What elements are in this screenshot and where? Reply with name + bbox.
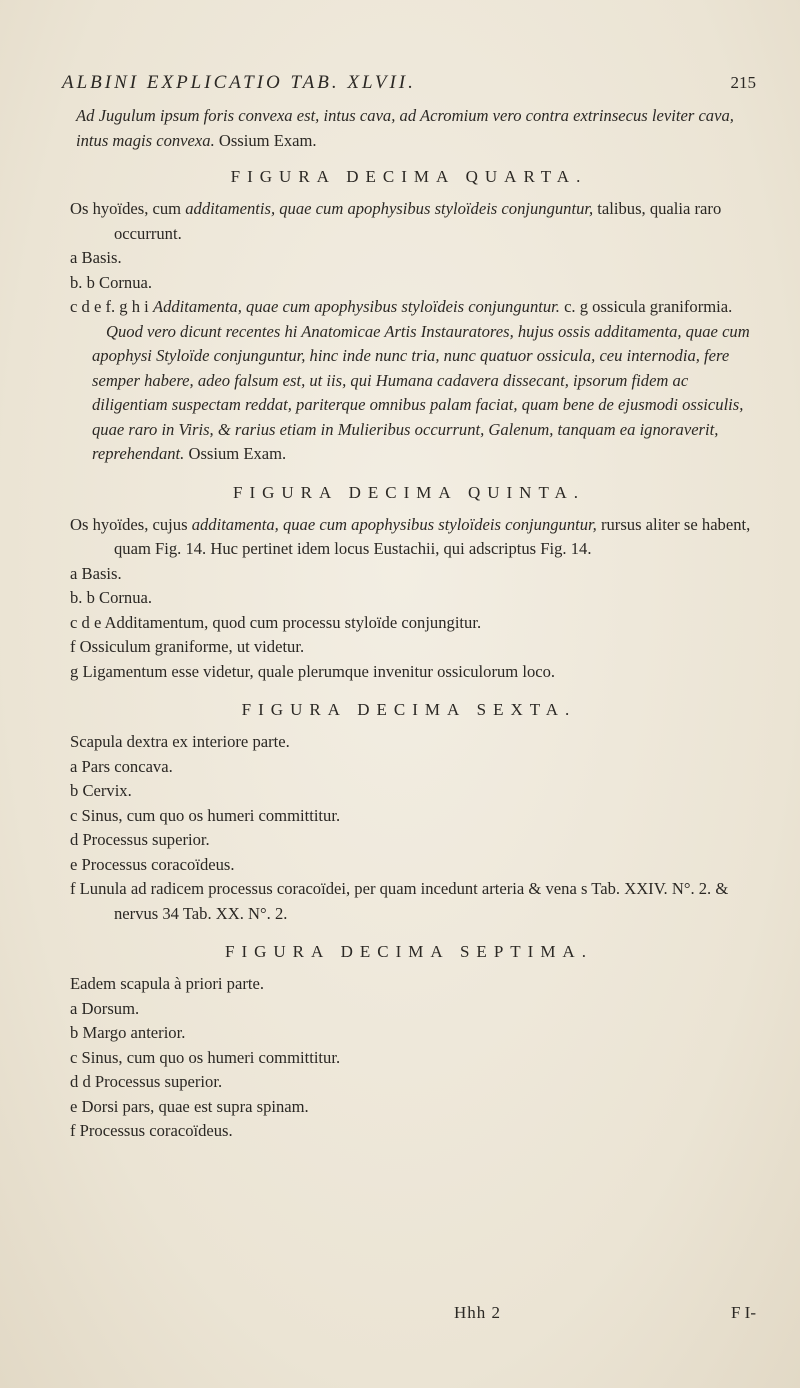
intro-italic-text: Ad Jugulum ipsum foris convexa est, intus cava, ad Acromium vero contra extrinsecus leviter cava, intus magis convexa. xyxy=(76,106,734,150)
page-number: 215 xyxy=(730,73,756,92)
figure-17-entry-5: d d Processus superior. xyxy=(70,1072,223,1091)
figure-16-entry-3: b Cervix. xyxy=(70,781,132,800)
figure-15-heading: FIGURA DECIMA QUINTA. xyxy=(232,482,585,502)
entry-text: Os hyoïdes, cujus xyxy=(70,514,192,534)
entry-italic-text: additamenta, quae cum apophysibus styloïdeis conjunguntur, xyxy=(191,514,597,534)
figure-16-entry-2: a Pars concava. xyxy=(70,756,173,776)
entry-italic-text: additamentis, quae cum apophysibus styloïdeis conjunguntur, xyxy=(185,199,594,218)
figure-14-heading: FIGURA DECIMA QUARTA. xyxy=(230,167,588,186)
figure-17-entry-1: Eadem scapula à priori parte. xyxy=(70,974,264,993)
running-head xyxy=(62,72,756,94)
section-figure-17 xyxy=(62,942,756,1144)
intro-paragraph xyxy=(62,104,756,153)
section-figure-15 xyxy=(62,483,756,685)
figure-14-entry-2: a Basis. xyxy=(70,248,122,267)
figure-17-entry-3: b Margo anterior. xyxy=(70,1023,186,1042)
entry-text-tail: talibus, qualia raro occurrunt. xyxy=(114,199,722,243)
figure-17-entry-2: a Dorsum. xyxy=(70,998,140,1018)
entry-text: Os hyoïdes, cum xyxy=(70,199,186,218)
running-head-title: ALBINI EXPLICATIO TAB. XLVII. xyxy=(62,72,416,93)
figure-14-entry-1 xyxy=(62,197,756,246)
section-figure-16 xyxy=(62,700,756,926)
figure-15-entry-1 xyxy=(62,513,756,562)
figure-16-entry-7: f Lunula ad radicem processus coracoïdei, per quam incedunt arteria & vena s Tab. XXIV. N°. 2. & nervus 34 Tab. XX. N°. 2. xyxy=(70,879,729,923)
figure-16-heading: FIGURA DECIMA SEXTA. xyxy=(241,700,577,719)
signature-mark: Hhh 2 xyxy=(454,1303,502,1322)
section-figure-14 xyxy=(62,167,756,467)
entry-text-tail: rursus aliter se habent, quam Fig. 14. Huc pertinet idem locus Eustachii, qui adscriptus Fig. 14. xyxy=(114,514,751,558)
entry-text-tail: c. g ossicula graniformia. xyxy=(559,297,733,316)
figure-16-entry-5: d Processus superior. xyxy=(70,830,210,849)
figure-15-entry-3: b. b Cornua. xyxy=(70,588,153,607)
figure-16-entry-1: Scapula dextra ex interiore parte. xyxy=(70,732,290,751)
figure-15-entry-5: f Ossiculum graniforme, ut videtur. xyxy=(70,637,305,656)
figure-14-entry-4 xyxy=(62,295,756,320)
page-footer xyxy=(62,1303,756,1323)
entry-italic-text: Additamenta, quae cum apophysibus styloïdeis conjunguntur. xyxy=(152,297,560,316)
figure-15-entry-6: g Ligamentum esse videtur, quale plerumque invenitur ossiculorum loco. xyxy=(70,661,556,681)
figure-16-entry-6: e Processus coracoïdeus. xyxy=(70,854,235,874)
commentary-italic-text: Quod vero dicunt recentes hi Anatomicae Artis Instauratores, hujus ossis additamenta, quae cum apophysi Styloïde conjunguntur, hinc inde nunc tria, nunc quatuor ossicula, ceu internodia, fere semper habere, adeo falsum est, ut iis, qui Humana cadavera dissecant, ipsorum fidem ac diligentiam suspectam reddat, pariterque omnibus palam faciat, quam bene de ejusmodi ossiculis, quae raro in Viris, & rarius etiam in Mulieribus occurrunt, Galenum, tanquam ea ignoraverit, reprehendant. xyxy=(92,321,750,463)
figure-15-entry-4: c d e Additamentum, quod cum processu styloïde conjungitur. xyxy=(70,612,482,632)
figure-17-heading: FIGURA DECIMA SEPTIMA. xyxy=(225,942,593,961)
figure-17-entry-4: c Sinus, cum quo os humeri committitur. xyxy=(70,1047,341,1067)
figure-14-entry-3: b. b Cornua. xyxy=(70,272,153,292)
figure-15-entry-2: a Basis. xyxy=(70,563,122,583)
figure-17-entry-6: e Dorsi pars, quae est supra spinam. xyxy=(70,1096,309,1116)
figure-14-commentary xyxy=(62,320,756,467)
figure-16-entry-4: c Sinus, cum quo os humeri committitur. xyxy=(70,805,341,825)
commentary-reference: Ossium Exam. xyxy=(184,444,287,463)
intro-reference: Ossium Exam. xyxy=(214,130,317,150)
figure-17-entry-7: f Processus coracoïdeus. xyxy=(70,1121,233,1140)
entry-text: c d e f. g h i xyxy=(70,297,153,316)
catchword: F I- xyxy=(730,1303,756,1322)
